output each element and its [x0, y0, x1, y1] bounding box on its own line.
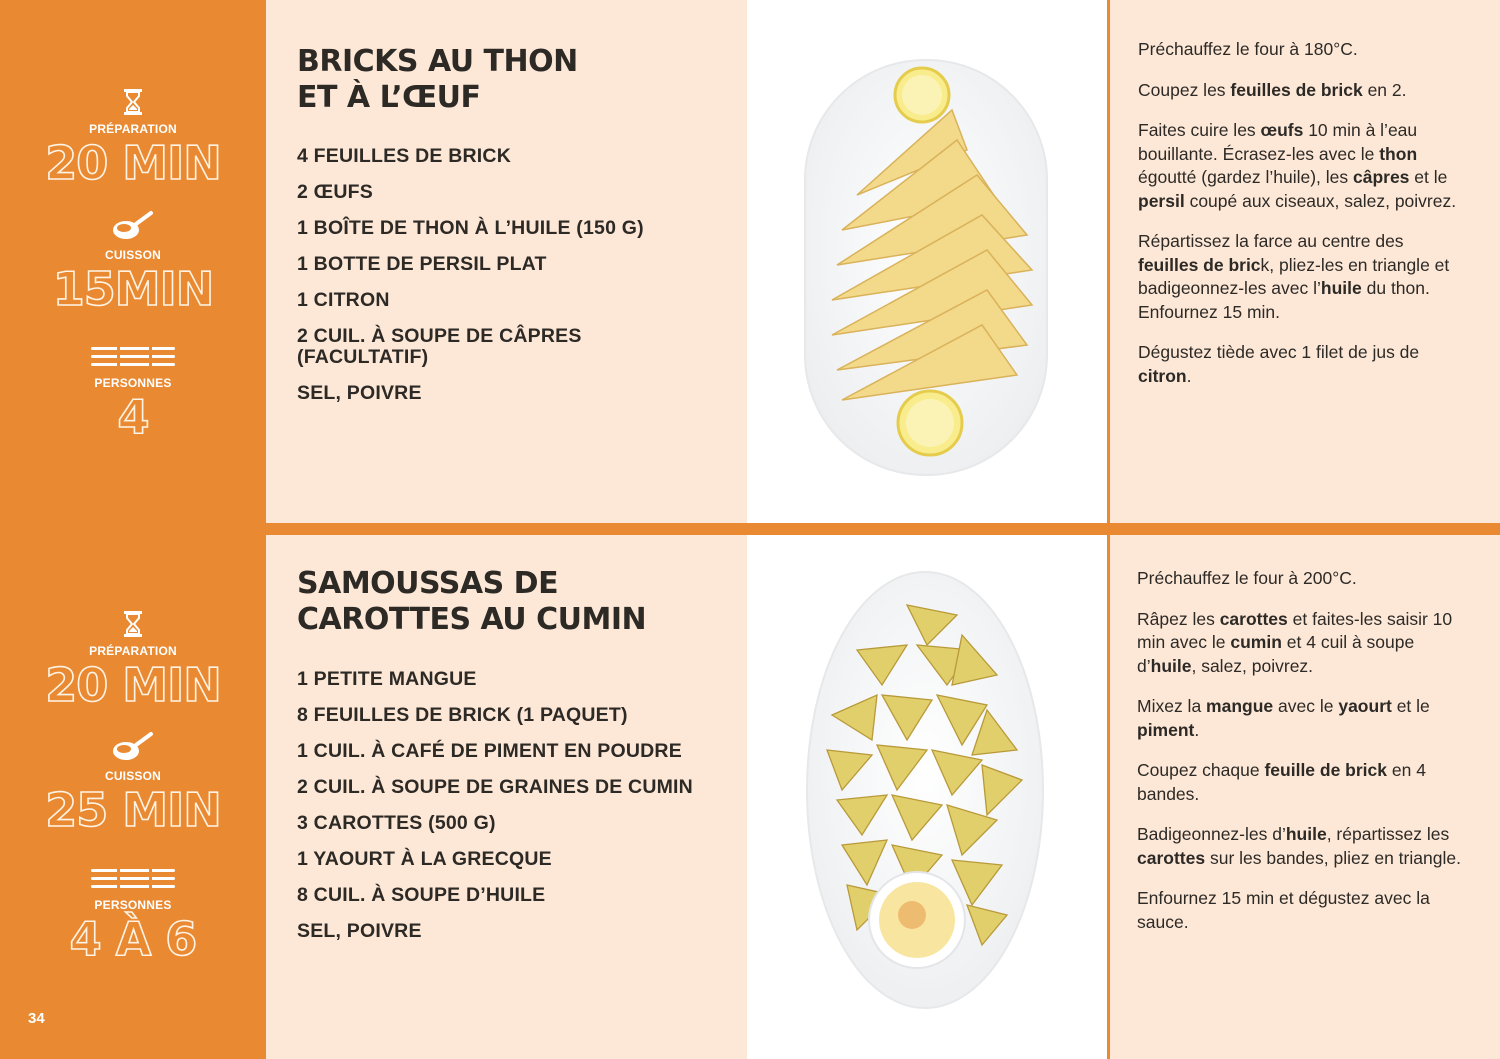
- step-text: Faites cuire les: [1138, 120, 1261, 140]
- ingredient-item: 2 CUIL. À SOUPE DE GRAINES DE CUMIN: [297, 776, 693, 798]
- ingredient-list: [297, 146, 737, 419]
- title-line: ET À L’ŒUF: [297, 80, 481, 115]
- people-stat: [0, 866, 266, 964]
- instruction-step: [1137, 823, 1467, 870]
- step-text: sur les bandes, pliez en triangle.: [1205, 847, 1461, 868]
- ingredient-highlight: câpres: [1352, 167, 1410, 187]
- prep-stat: [0, 610, 266, 710]
- instruction-step: [1138, 38, 1468, 62]
- people-label: PERSONNES: [94, 376, 172, 390]
- step-text: et le: [1391, 696, 1430, 716]
- ingredient-highlight: huile: [1320, 278, 1362, 298]
- step-text: et 4 cuil à soupe d’: [1137, 632, 1415, 676]
- ingredient-item: 1 YAOURT À LA GRECQUE: [297, 848, 552, 870]
- step-text: Mixez la: [1137, 696, 1207, 716]
- step-text: Coupez chaque: [1137, 760, 1265, 780]
- step-text: égoutté (gardez l’huile), les: [1138, 167, 1353, 187]
- ingredient-highlight: huile: [1150, 655, 1192, 676]
- ingredient-item: 4 FEUILLES DE BRICK: [297, 145, 511, 167]
- ingredient-highlight: mangue: [1206, 696, 1274, 716]
- ingredients-panel: [266, 535, 747, 1059]
- cook-stat: [0, 731, 266, 835]
- step-text: Enfournez 15 min et dégustez avec la sauce.: [1137, 888, 1430, 932]
- step-text: , salez, poivrez.: [1191, 655, 1314, 676]
- ingredient-highlight: œufs: [1260, 120, 1304, 140]
- recipe-bricks: [0, 0, 1500, 523]
- instruction-step: [1137, 608, 1467, 679]
- ingredient-item: SEL, POIVRE: [297, 382, 422, 404]
- instructions-panel: [1110, 0, 1500, 523]
- prep-value: 20 MIN: [45, 658, 221, 712]
- title-line: SAMOUSSAS DE: [297, 566, 559, 601]
- dish-photo: [747, 0, 1107, 523]
- instructions-panel: [1110, 535, 1500, 1059]
- step-text: Répartissez la farce au centre des: [1138, 231, 1404, 251]
- step-text: Coupez les: [1138, 79, 1231, 100]
- recipe-samoussas: [0, 535, 1500, 1059]
- step-text: .: [1194, 719, 1200, 740]
- instruction-step: [1138, 230, 1468, 324]
- instruction-list: [1137, 567, 1467, 951]
- step-text: , répartissez les: [1326, 824, 1450, 844]
- cutlery-icon: [0, 866, 266, 892]
- ingredient-highlight: feuille de brick: [1264, 760, 1388, 780]
- step-text: .: [1186, 365, 1192, 386]
- page-number: 34: [28, 1010, 45, 1027]
- ingredient-highlight: persil: [1138, 190, 1185, 211]
- instruction-step: [1138, 119, 1468, 213]
- step-text: Râpez les: [1137, 608, 1220, 629]
- step-text: et faites-les saisir 10 min avec le: [1137, 608, 1453, 652]
- prep-label: PRÉPARATION: [89, 644, 177, 658]
- ingredient-item: 1 BOTTE DE PERSIL PLAT: [297, 253, 547, 275]
- ingredient-highlight: cumin: [1230, 632, 1282, 652]
- step-text: coupé aux ciseaux, salez, poivrez.: [1184, 190, 1457, 211]
- ingredient-highlight: carottes: [1219, 608, 1288, 629]
- title-line: BRICKS AU THON: [297, 44, 578, 79]
- instruction-list: [1138, 38, 1468, 405]
- recipe-title: [297, 44, 578, 116]
- cook-stat: [0, 210, 266, 314]
- ingredient-item: 8 FEUILLES DE BRICK (1 PAQUET): [297, 704, 628, 726]
- ingredient-item: 1 CITRON: [297, 289, 390, 311]
- people-value: 4 À 6: [69, 912, 197, 966]
- ingredient-highlight: carottes: [1137, 847, 1206, 868]
- step-text: et le: [1409, 167, 1448, 187]
- ingredient-highlight: feuilles de bric: [1138, 254, 1261, 275]
- prep-stat: [0, 88, 266, 188]
- title-line: CAROTTES AU CUMIN: [297, 602, 647, 637]
- recipe-stats-panel: [0, 0, 266, 523]
- step-text: Badigeonnez-les d’: [1137, 824, 1286, 844]
- dish-photo: [747, 535, 1107, 1059]
- ingredient-item: 2 CUIL. À SOUPE DE CÂPRES (FACULTATIF): [297, 325, 582, 368]
- cutlery-icon: [0, 344, 266, 370]
- frying-pan-icon: [0, 210, 266, 242]
- step-text: 10 min à l’eau bouillante. Écrasez-les avec le: [1138, 120, 1418, 164]
- step-text: en 2.: [1362, 79, 1407, 100]
- samoussas-plate-illustration: [747, 535, 1107, 1059]
- recipe-title: [297, 566, 646, 638]
- ingredient-highlight: citron: [1138, 365, 1187, 386]
- ingredient-item: 8 CUIL. À SOUPE D’HUILE: [297, 884, 546, 906]
- prep-label: PRÉPARATION: [89, 122, 177, 136]
- ingredient-item: 1 BOÎTE DE THON À L’HUILE (150 G): [297, 217, 644, 239]
- bricks-plate-illustration: [747, 0, 1107, 523]
- ingredient-highlight: feuilles de brick: [1230, 79, 1363, 100]
- ingredients-panel: [266, 0, 747, 523]
- step-text: Dégustez tiède avec 1 filet de jus de: [1138, 342, 1420, 362]
- ingredient-highlight: piment: [1137, 719, 1195, 740]
- instruction-step: [1137, 567, 1467, 591]
- ingredient-item: 1 PETITE MANGUE: [297, 668, 477, 690]
- step-text: k, pliez-les en triangle et badigeonnez-les avec l’: [1138, 254, 1450, 298]
- ingredient-highlight: yaourt: [1338, 696, 1392, 716]
- people-label: PERSONNES: [94, 898, 172, 912]
- ingredient-item: 2 ŒUFS: [297, 181, 373, 203]
- step-text: en 4 bandes.: [1137, 760, 1426, 804]
- recipe-stats-panel: [0, 535, 266, 1059]
- instruction-step: [1138, 79, 1468, 103]
- ingredient-highlight: huile: [1285, 824, 1327, 844]
- ingredient-item: 3 CAROTTES (500 G): [297, 812, 496, 834]
- cook-label: CUISSON: [104, 769, 162, 783]
- step-text: du thon. Enfournez 15 min.: [1138, 278, 1430, 322]
- ingredient-item: 1 CUIL. À CAFÉ DE PIMENT EN POUDRE: [297, 740, 682, 762]
- ingredient-item: SEL, POIVRE: [297, 920, 422, 942]
- people-stat: [0, 344, 266, 442]
- instruction-step: [1137, 759, 1467, 806]
- instruction-step: [1138, 341, 1468, 388]
- hourglass-icon: [0, 610, 266, 638]
- instruction-step: [1137, 887, 1467, 934]
- frying-pan-icon: [0, 731, 266, 763]
- ingredient-highlight: thon: [1379, 143, 1418, 164]
- hourglass-icon: [0, 88, 266, 116]
- step-text: Préchauffez le four à 180°C.: [1138, 39, 1358, 59]
- step-text: avec le: [1273, 696, 1339, 716]
- cook-label: CUISSON: [104, 248, 162, 262]
- instruction-step: [1137, 695, 1467, 742]
- step-text: Préchauffez le four à 200°C.: [1137, 568, 1357, 588]
- people-value: 4: [117, 390, 149, 444]
- cook-value: 15MIN: [52, 262, 214, 316]
- ingredient-list: [297, 669, 737, 957]
- prep-value: 20 MIN: [45, 136, 221, 190]
- cook-value: 25 MIN: [45, 783, 221, 837]
